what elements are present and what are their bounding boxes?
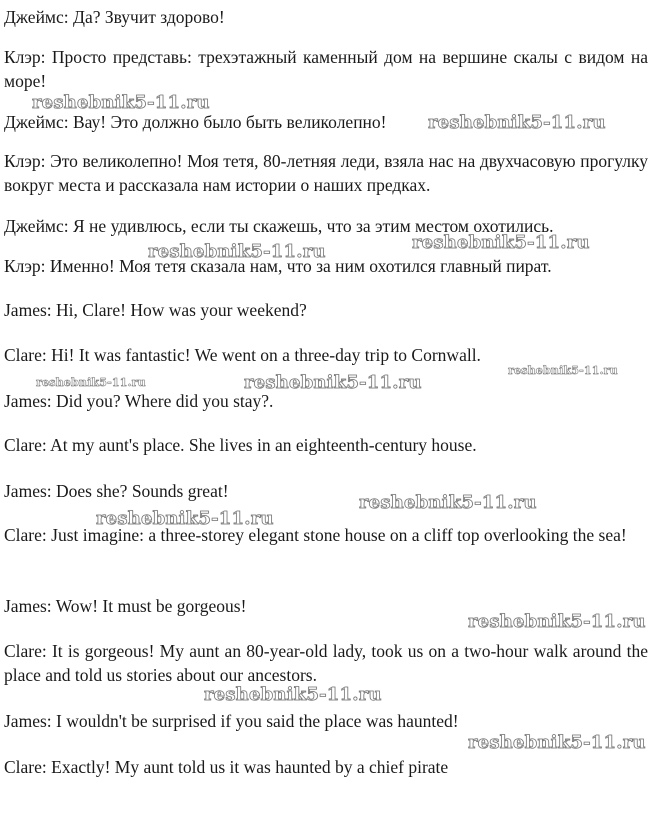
en-line-2: Clare: Hi! It was fantastic! We went on a three-day trip to Cornwall. <box>4 345 481 365</box>
en-line-1: James: Hi, Clare! How was your weekend? <box>4 300 307 320</box>
en-line-4: Clare: At my aunt's place. She lives in an eighteenth-century house. <box>4 435 477 455</box>
watermark: reshebnik5-11.ru <box>244 372 422 393</box>
watermark: reshebnik5-11.ru <box>508 364 618 377</box>
watermark: reshebnik5-11.ru <box>468 732 646 753</box>
ru-line-6: Клэр: Именно! Моя тетя сказала нам, что за ним охотился главный пират. <box>4 256 552 276</box>
watermark: reshebnik5-11.ru <box>412 232 590 253</box>
en-line-10: Clare: Exactly! My aunt told us it was haunted by a chief pirate <box>4 757 449 777</box>
en-line-6: Clare: Just imagine: a three-storey elegant stone house on a cliff top overlooking the sea! <box>4 525 627 545</box>
ru-line-1: Джеймс: Да? Звучит здорово! <box>4 7 225 27</box>
watermark: reshebnik5-11.ru <box>96 508 274 529</box>
ru-line-3: Джеймс: Вау! Это должно было быть великолепно! <box>4 112 387 132</box>
watermark: reshebnik5-11.ru <box>36 376 146 389</box>
ru-line-4: Клэр: Это великолепно! Моя тетя, 80-летняя леди, взяла нас на двухчасовую прогулку вокруг места и рассказала нам истории о наших предках. <box>4 151 648 195</box>
watermark: reshebnik5-11.ru <box>468 611 646 632</box>
watermark: reshebnik5-11.ru <box>148 241 326 262</box>
watermark: reshebnik5-11.ru <box>204 684 382 705</box>
en-line-7: James: Wow! It must be gorgeous! <box>4 596 247 616</box>
watermark: reshebnik5-11.ru <box>359 492 537 513</box>
en-line-5: James: Does she? Sounds great! <box>4 481 229 501</box>
ru-line-2: Клэр: Просто представь: трехэтажный каменный дом на вершине скалы с видом на море! <box>4 47 648 91</box>
en-line-8: Clare: It is gorgeous! My aunt an 80-year-old lady, took us on a two-hour walk around the place and told us stories about our ancestors. <box>4 641 648 685</box>
ru-line-5: Джеймс: Я не удивлюсь, если ты скажешь, что за этим местом охотились. <box>4 216 554 236</box>
en-line-3: James: Did you? Where did you stay?. <box>4 391 274 411</box>
watermark: reshebnik5-11.ru <box>428 112 606 133</box>
en-line-9: James: I wouldn't be surprised if you said the place was haunted! <box>4 711 459 731</box>
watermark: reshebnik5-11.ru <box>32 92 210 113</box>
